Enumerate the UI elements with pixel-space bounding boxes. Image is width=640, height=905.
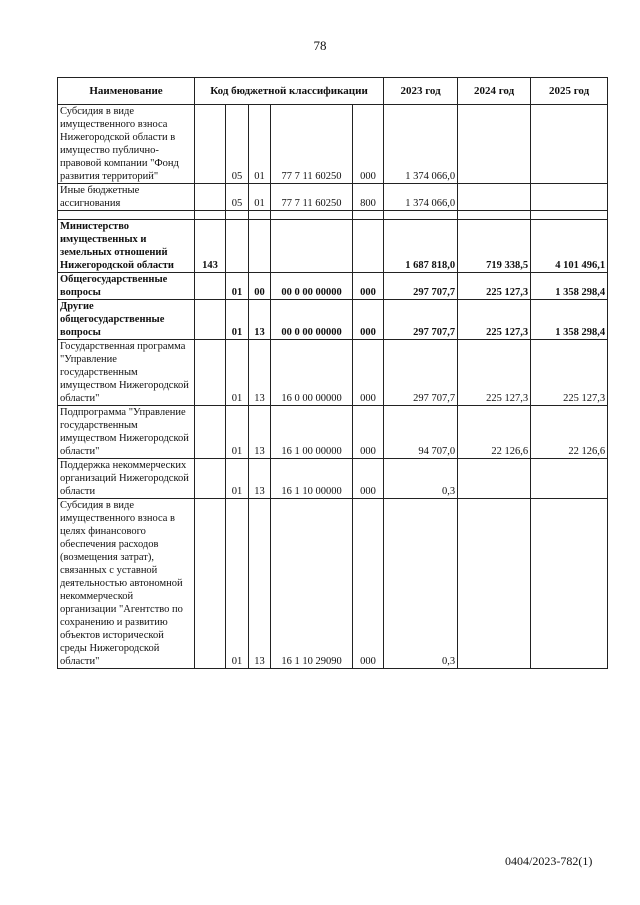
row-rz: 01	[226, 340, 249, 406]
row-2023: 94 707,0	[384, 406, 458, 459]
row-2024: 719 338,5	[458, 220, 531, 273]
table-row	[58, 406, 608, 459]
row-2023: 1 687 818,0	[384, 220, 458, 273]
row-pr: 00	[249, 273, 271, 300]
row-vr: 000	[353, 273, 384, 300]
header-2025: 2025 год	[531, 78, 608, 105]
row-ved	[195, 499, 226, 669]
table-spacer-row	[58, 211, 608, 220]
row-2023: 297 707,7	[384, 300, 458, 340]
row-pr: 01	[249, 184, 271, 211]
row-name: Другие общегосударственные вопросы	[58, 300, 195, 340]
row-rz	[226, 220, 249, 273]
row-csr: 77 7 11 60250	[271, 105, 353, 184]
page-number: 78	[313, 38, 327, 53]
row-ved	[195, 184, 226, 211]
row-2025: 22 126,6	[531, 406, 608, 459]
row-2024	[458, 184, 531, 211]
row-name: Субсидия в виде имущественного взноса в целях финансового обеспечения расходов (возмещения затрат), связанных с уставной деятельностью автономной некоммерческой организации "Агентство по сохранению и развитию объектов исторической среды Нижегородской области"	[58, 499, 195, 669]
row-rz: 01	[226, 300, 249, 340]
row-2025	[531, 499, 608, 669]
row-2023: 0,3	[384, 499, 458, 669]
row-2023: 1 374 066,0	[384, 105, 458, 184]
row-rz: 05	[226, 184, 249, 211]
row-csr: 00 0 00 00000	[271, 273, 353, 300]
row-vr: 000	[353, 105, 384, 184]
row-2025	[531, 459, 608, 499]
table-header-row	[58, 78, 608, 105]
table-row	[58, 499, 608, 669]
row-ved	[195, 459, 226, 499]
row-ved: 143	[195, 220, 226, 273]
row-2024: 225 127,3	[458, 273, 531, 300]
table-row	[58, 340, 608, 406]
row-2023: 297 707,7	[384, 273, 458, 300]
row-ved	[195, 273, 226, 300]
row-pr	[249, 220, 271, 273]
header-2024: 2024 год	[458, 78, 531, 105]
row-csr: 77 7 11 60250	[271, 184, 353, 211]
table-row	[58, 273, 608, 300]
row-rz: 05	[226, 105, 249, 184]
table-row	[58, 459, 608, 499]
row-2024	[458, 499, 531, 669]
row-csr: 16 1 00 00000	[271, 406, 353, 459]
row-vr: 000	[353, 406, 384, 459]
row-rz: 01	[226, 499, 249, 669]
row-pr: 13	[249, 406, 271, 459]
row-pr: 13	[249, 499, 271, 669]
row-2025: 4 101 496,1	[531, 220, 608, 273]
row-pr: 13	[249, 340, 271, 406]
row-vr	[353, 220, 384, 273]
row-ved	[195, 300, 226, 340]
document-code: 0404/2023-782(1)	[505, 854, 593, 868]
table-row	[58, 220, 608, 273]
row-rz: 01	[226, 406, 249, 459]
row-2025	[531, 105, 608, 184]
row-2023: 297 707,7	[384, 340, 458, 406]
header-name: Наименование	[58, 78, 195, 105]
row-2023: 1 374 066,0	[384, 184, 458, 211]
row-name: Поддержка некоммерческих организаций Нижегородской области	[58, 459, 195, 499]
row-name: Субсидия в виде имущественного взноса Нижегородской области в имущество публично-правовой компании "Фонд развития территорий"	[58, 105, 195, 184]
row-pr: 13	[249, 459, 271, 499]
row-2025: 225 127,3	[531, 340, 608, 406]
row-2024	[458, 459, 531, 499]
row-pr: 13	[249, 300, 271, 340]
header-code: Код бюджетной классификации	[195, 78, 384, 105]
row-csr: 16 1 10 00000	[271, 459, 353, 499]
budget-table	[57, 77, 608, 669]
table-row	[58, 300, 608, 340]
row-ved	[195, 406, 226, 459]
row-vr: 000	[353, 499, 384, 669]
row-2024: 22 126,6	[458, 406, 531, 459]
row-vr: 000	[353, 459, 384, 499]
row-vr: 800	[353, 184, 384, 211]
row-2023: 0,3	[384, 459, 458, 499]
row-2025: 1 358 298,4	[531, 273, 608, 300]
row-name: Государственная программа "Управление государственным имуществом Нижегородской области"	[58, 340, 195, 406]
row-name: Иные бюджетные ассигнования	[58, 184, 195, 211]
row-csr: 16 0 00 00000	[271, 340, 353, 406]
row-pr: 01	[249, 105, 271, 184]
row-2025: 1 358 298,4	[531, 300, 608, 340]
row-ved	[195, 105, 226, 184]
row-vr: 000	[353, 340, 384, 406]
row-name: Подпрограмма "Управление государственным имуществом Нижегородской области"	[58, 406, 195, 459]
row-2024: 225 127,3	[458, 340, 531, 406]
row-ved	[195, 340, 226, 406]
header-2023: 2023 год	[384, 78, 458, 105]
row-vr: 000	[353, 300, 384, 340]
row-csr	[271, 220, 353, 273]
row-name: Министерство имущественных и земельных отношений Нижегородской области	[58, 220, 195, 273]
row-csr: 00 0 00 00000	[271, 300, 353, 340]
table-row	[58, 105, 608, 184]
table-row	[58, 184, 608, 211]
row-2025	[531, 184, 608, 211]
row-rz: 01	[226, 459, 249, 499]
row-2024: 225 127,3	[458, 300, 531, 340]
row-csr: 16 1 10 29090	[271, 499, 353, 669]
row-2024	[458, 105, 531, 184]
row-rz: 01	[226, 273, 249, 300]
row-name: Общегосударственные вопросы	[58, 273, 195, 300]
